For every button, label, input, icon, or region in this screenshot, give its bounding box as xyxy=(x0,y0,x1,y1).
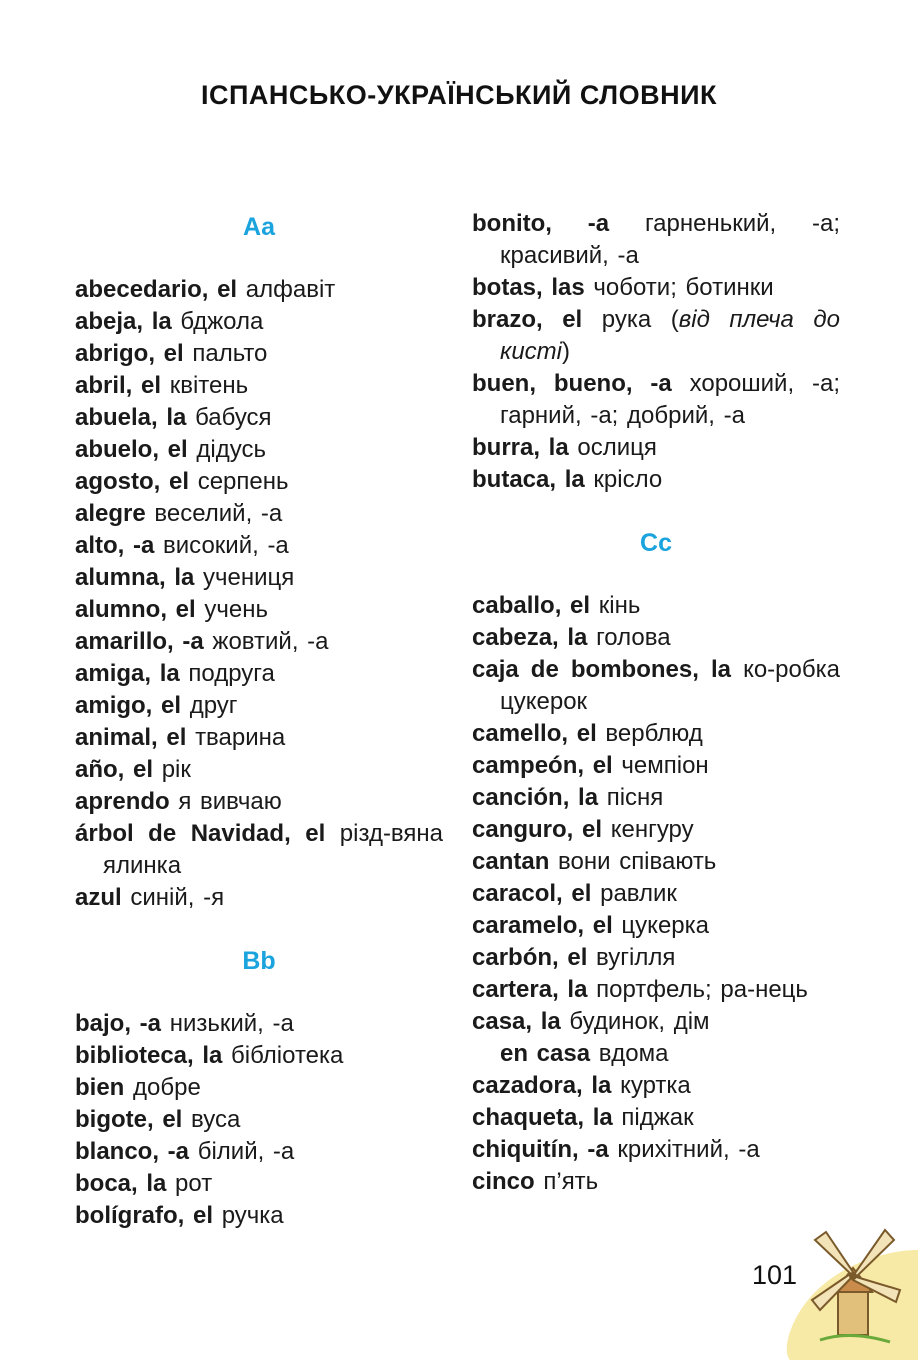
entry-headword: amiga, la xyxy=(75,660,180,687)
entry-translation: рука xyxy=(601,306,652,333)
entry-headword: aprendo xyxy=(75,788,170,815)
entry-headword: alegre xyxy=(75,500,146,527)
dictionary-entry xyxy=(472,1006,840,1038)
windmill-illustration xyxy=(760,1210,918,1360)
entry-translation: ослиця xyxy=(577,434,657,461)
dictionary-entry xyxy=(75,1200,443,1232)
entry-translation: бабуся xyxy=(195,404,272,431)
entry-headword: alumno, el xyxy=(75,596,196,623)
entry-translation: вугілля xyxy=(596,944,676,971)
dictionary-entry xyxy=(472,718,840,750)
dictionary-entry xyxy=(472,272,840,304)
entry-translation: пісня xyxy=(606,784,664,811)
entries-a xyxy=(75,274,443,914)
entry-translation: гарненький, -а; красивий, -а xyxy=(500,210,841,269)
entry-headword: año, el xyxy=(75,756,154,783)
entry-translation: кінь xyxy=(598,592,641,619)
dictionary-entry xyxy=(75,370,443,402)
entry-translation: пальто xyxy=(192,340,268,367)
entry-translation: бібліотека xyxy=(231,1042,344,1069)
entry-translation: ручка xyxy=(221,1202,284,1229)
entry-headword: canción, la xyxy=(472,784,599,811)
dictionary-entry xyxy=(75,722,443,754)
entry-headword: canguro, el xyxy=(472,816,603,843)
entry-headword: carbón, el xyxy=(472,944,588,971)
entry-headword: bonito, -a xyxy=(472,210,610,237)
entry-headword: alumna, la xyxy=(75,564,195,591)
entry-headword: casa, la xyxy=(472,1008,561,1035)
dictionary-entry xyxy=(75,818,443,882)
section-heading-b: Bb xyxy=(242,947,276,975)
dictionary-entry xyxy=(75,562,443,594)
dictionary-entry xyxy=(75,1040,443,1072)
dictionary-entry xyxy=(472,1166,840,1198)
entry-translation: учениця xyxy=(203,564,295,591)
dictionary-entry xyxy=(472,208,840,272)
entry-translation: равлик xyxy=(600,880,677,907)
entry-headword: animal, el xyxy=(75,724,187,751)
entry-headword: alto, -a xyxy=(75,532,155,559)
entry-translation: чоботи; ботинки xyxy=(593,274,774,301)
entry-translation: верблюд xyxy=(605,720,703,747)
entry-translation: портфель; ра-нець xyxy=(596,976,808,1003)
dictionary-entry xyxy=(75,1104,443,1136)
entry-headword: cantan xyxy=(472,848,550,875)
entry-translation: низький, -а xyxy=(169,1010,294,1037)
entry-translation: будинок, дім xyxy=(569,1008,710,1035)
entry-translation: друг xyxy=(189,692,238,719)
dictionary-entry xyxy=(75,434,443,466)
dictionary-entry xyxy=(75,466,443,498)
dictionary-entry xyxy=(75,402,443,434)
entries-b-continued xyxy=(472,208,840,496)
entry-headword: camello, el xyxy=(472,720,597,747)
dictionary-entry xyxy=(75,594,443,626)
dictionary-entry xyxy=(75,882,443,914)
entry-translation: крихітний, -а xyxy=(617,1136,760,1163)
entry-translation: дідусь xyxy=(196,436,266,463)
entry-translation: чемпіон xyxy=(621,752,709,779)
entry-headword: agosto, el xyxy=(75,468,190,495)
entry-translation: вуса xyxy=(191,1106,241,1133)
dictionary-entry xyxy=(75,498,443,530)
entry-translation: бджола xyxy=(180,308,264,335)
entry-translation: синій, -я xyxy=(130,884,225,911)
left-column xyxy=(75,208,443,1232)
section-heading-a: Aa xyxy=(243,213,275,241)
entry-headword: buen, bueno, -a xyxy=(472,370,672,397)
entry-headword: cazadora, la xyxy=(472,1072,612,1099)
entry-headword: árbol de Navidad, el xyxy=(75,820,326,847)
entry-translation: хороший, -а; гарний, -а; добрий, -а xyxy=(500,370,840,429)
entry-translation: піджак xyxy=(621,1104,694,1131)
entry-translation: тварина xyxy=(195,724,286,751)
entry-translation: цукерка xyxy=(621,912,710,939)
entry-headword: amigo, el xyxy=(75,692,182,719)
dictionary-entry xyxy=(472,1038,840,1070)
entry-translation: ко-робка цукерок xyxy=(500,656,840,715)
entry-translation: подруга xyxy=(188,660,275,687)
entry-headword: biblioteca, la xyxy=(75,1042,223,1069)
dictionary-entry xyxy=(472,1134,840,1166)
entry-headword: bolígrafo, el xyxy=(75,1202,214,1229)
entry-headword: bajo, -a xyxy=(75,1010,162,1037)
dictionary-entry xyxy=(472,878,840,910)
entry-translation: п’ять xyxy=(543,1168,599,1195)
entry-headword: bien xyxy=(75,1074,125,1101)
entry-headword: burra, la xyxy=(472,434,569,461)
entry-translation: серпень xyxy=(197,468,289,495)
dictionary-entry xyxy=(472,1070,840,1102)
entry-translation: високий, -а xyxy=(163,532,289,559)
dictionary-entry xyxy=(75,1008,443,1040)
entry-headword: caja de bombones, la xyxy=(472,656,731,683)
dictionary-entry xyxy=(472,974,840,1006)
entry-headword: campeón, el xyxy=(472,752,613,779)
dictionary-entry xyxy=(75,274,443,306)
entry-headword: en casa xyxy=(500,1040,591,1067)
dictionary-entry xyxy=(75,1168,443,1200)
entry-headword: blanco, -a xyxy=(75,1138,190,1165)
entry-headword: butaca, la xyxy=(472,466,585,493)
entry-translation: добре xyxy=(133,1074,201,1101)
entry-headword: amarillo, -a xyxy=(75,628,204,655)
dictionary-entry xyxy=(75,690,443,722)
entry-translation: крісло xyxy=(593,466,663,493)
entry-headword: abril, el xyxy=(75,372,162,399)
entry-translation: рот xyxy=(175,1170,213,1197)
dictionary-entry xyxy=(472,368,840,432)
entry-translation: алфавіт xyxy=(245,276,336,303)
entry-headword: abuela, la xyxy=(75,404,187,431)
dictionary-entry xyxy=(75,530,443,562)
entry-headword: cinco xyxy=(472,1168,535,1195)
dictionary-entry xyxy=(472,846,840,878)
entry-headword: caramelo, el xyxy=(472,912,613,939)
dictionary-entry xyxy=(472,590,840,622)
dictionary-entry xyxy=(472,464,840,496)
dictionary-entry xyxy=(472,750,840,782)
dictionary-entry xyxy=(75,786,443,818)
entry-note: від плеча до кисті xyxy=(500,306,841,365)
entry-translation: кенгуру xyxy=(610,816,694,843)
entry-headword: abeja, la xyxy=(75,308,172,335)
entry-headword: cabeza, la xyxy=(472,624,588,651)
dictionary-entry xyxy=(75,626,443,658)
entry-headword: cartera, la xyxy=(472,976,588,1003)
page-title: ІСПАНСЬКО-УКРАЇНСЬКИЙ СЛОВНИК xyxy=(201,80,717,110)
entry-translation: жовтий, -а xyxy=(212,628,329,655)
dictionary-entry xyxy=(472,654,840,718)
page-number: 101 xyxy=(752,1260,798,1290)
dictionary-entry xyxy=(472,910,840,942)
dictionary-entry xyxy=(472,942,840,974)
entry-headword: chiquitín, -a xyxy=(472,1136,609,1163)
entry-translation: вони співають xyxy=(558,848,717,875)
dictionary-entry xyxy=(75,338,443,370)
entry-translation: голова xyxy=(596,624,671,651)
entry-headword: abrigo, el xyxy=(75,340,184,367)
entry-translation: учень xyxy=(204,596,268,623)
entry-translation: веселий, -а xyxy=(154,500,283,527)
dictionary-entry xyxy=(472,432,840,464)
dictionary-entry xyxy=(472,782,840,814)
dictionary-entry xyxy=(75,1136,443,1168)
entry-translation: квітень xyxy=(169,372,249,399)
entry-headword: chaqueta, la xyxy=(472,1104,613,1131)
entry-translation: вдома xyxy=(598,1040,669,1067)
dictionary-entry xyxy=(75,754,443,786)
dictionary-entry xyxy=(75,306,443,338)
entry-headword: bigote, el xyxy=(75,1106,183,1133)
dictionary-entry xyxy=(472,814,840,846)
dictionary-entry xyxy=(472,622,840,654)
entry-headword: abuelo, el xyxy=(75,436,188,463)
dictionary-entry xyxy=(472,1102,840,1134)
dictionary-entry: brazo, el рука (від плеча до кисті) xyxy=(472,306,841,365)
entry-headword: caballo, el xyxy=(472,592,591,619)
entry-headword: boca, la xyxy=(75,1170,167,1197)
entry-translation: різд-вяна ялинка xyxy=(103,820,444,879)
dictionary-entry xyxy=(75,1072,443,1104)
entry-headword: brazo, el xyxy=(472,306,583,333)
entries-c xyxy=(472,590,840,1198)
entries-b xyxy=(75,1008,443,1232)
section-heading-c: Cc xyxy=(640,529,672,557)
entry-headword: azul xyxy=(75,884,122,911)
entry-headword: caracol, el xyxy=(472,880,592,907)
entry-translation: куртка xyxy=(620,1072,691,1099)
entry-translation: білий, -а xyxy=(197,1138,295,1165)
entry-translation: я вивчаю xyxy=(178,788,282,815)
right-column xyxy=(472,208,840,1198)
dictionary-entry xyxy=(75,658,443,690)
entry-headword: abecedario, el xyxy=(75,276,238,303)
entry-translation: рік xyxy=(161,756,191,783)
entry-headword: botas, las xyxy=(472,274,585,301)
